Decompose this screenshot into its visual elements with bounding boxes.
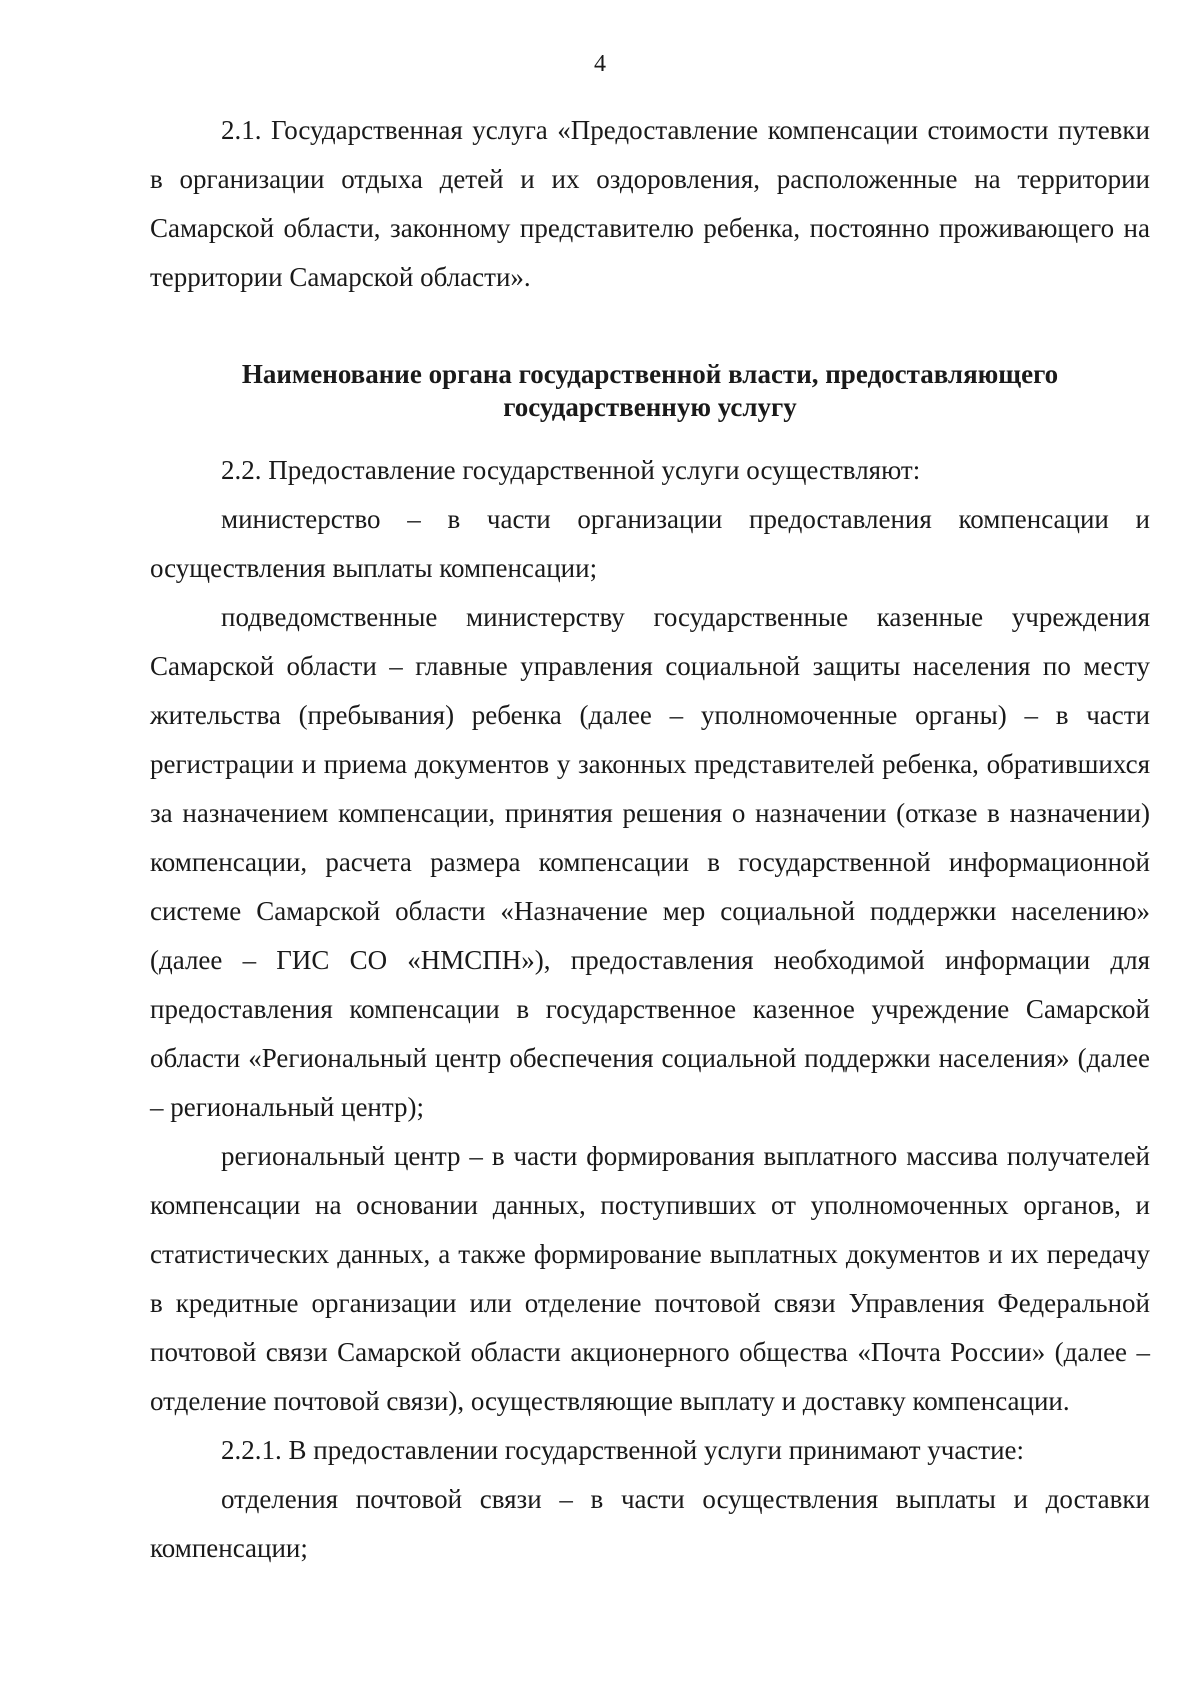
- paragraph-2-1: 2.1. Государственная услуга «Предоставление компенсации стоимости путевки в организации отдыха детей и их оздоровления, расположенные на территории Самарской области, законному представителю ребенка, постоянно проживающего на территории Самарской области».: [150, 115, 1150, 292]
- section-heading-line-1: Наименование органа государственной власти, предоставляющего: [241, 359, 1059, 389]
- document-body: [150, 106, 1150, 1573]
- paragraph-2-2: 2.2. Предоставление государственной услуги осуществляют:: [221, 455, 921, 485]
- section-heading-line-2: государственную услугу: [503, 392, 797, 422]
- paragraph-subordinate-institutions: подведомственные министерству государственные казенные учреждения Самарской области – главные управления социальной защиты населения по месту жительства (пребывания) ребенка (далее – уполномоченные органы) – в части регистрации и приема документов у законных представителей ребенка, обратившихся за назначением компенсации, принятия решения о назначении (отказе в назначении) компенсации, расчета размера компенсации в государственной информационной системе Самарской области «Назначение мер социальной поддержки населению» (далее – ГИС СО «НМСПН»), предоставления необходимой информации для предоставления компенсации в государственное казенное учреждение Самарской области «Региональный центр обеспечения социальной поддержки населения» (далее – региональный центр);: [150, 602, 1150, 1122]
- page-number: 4: [594, 51, 606, 77]
- paragraph-post-offices: отделения почтовой связи – в части осуществления выплаты и доставки компенсации;: [150, 1484, 1150, 1563]
- paragraph-2-2-1: 2.2.1. В предоставлении государственной услуги принимают участие:: [221, 1435, 1025, 1465]
- section-heading: [150, 358, 1150, 424]
- paragraph-ministry: министерство – в части организации предоставления компенсации и осуществления выплаты компенсации;: [150, 504, 1150, 583]
- paragraph-regional-center: региональный центр – в части формирования выплатного массива получателей компенсации на основании данных, поступивших от уполномоченных органов, и статистических данных, а также формирование выплатных документов и их передачу в кредитные организации или отделение почтовой связи Управления Федеральной почтовой связи Самарской области акционерного общества «Почта России» (далее – отделение почтовой связи), осуществляющие выплату и доставку компенсации.: [150, 1141, 1150, 1416]
